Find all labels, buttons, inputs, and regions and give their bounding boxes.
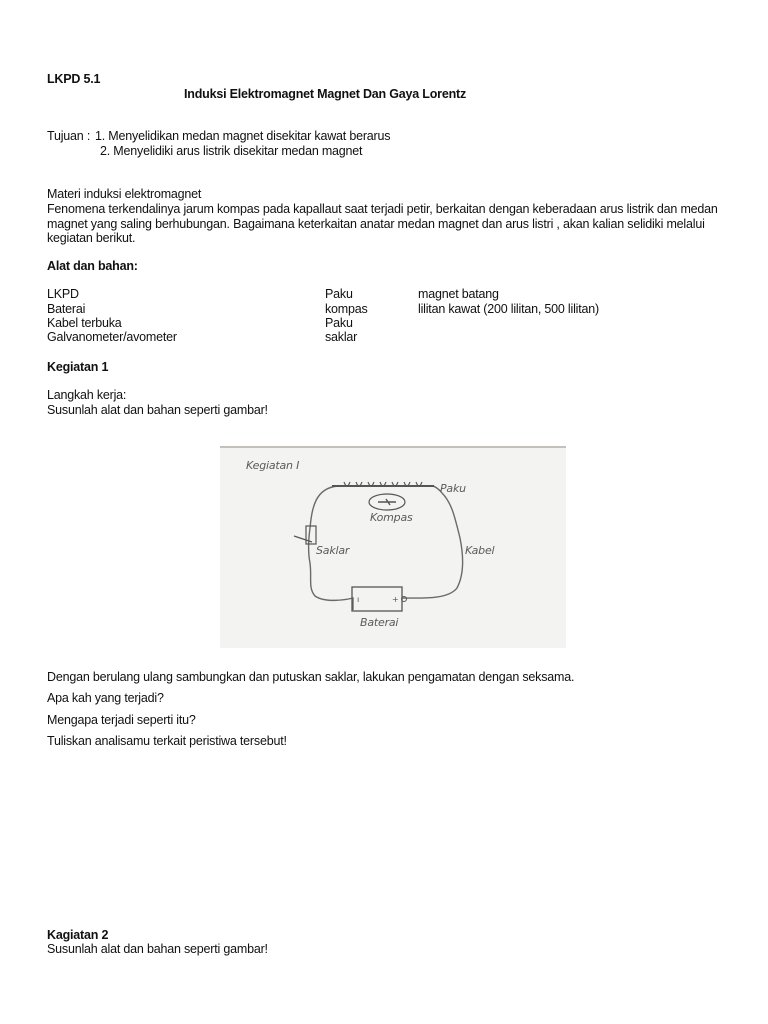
svg-text:ı: ı xyxy=(357,595,360,604)
svg-text:+: + xyxy=(392,595,399,604)
label-saklar: Saklar xyxy=(316,544,350,557)
materi-heading: Materi induksi elektromagnet xyxy=(47,187,202,201)
question-2: Apa kah yang terjadi? xyxy=(47,691,164,705)
tujuan-label: Tujuan : xyxy=(47,129,91,143)
circuit-sketch xyxy=(220,448,566,646)
question-1: Dengan berulang ulang sambungkan dan putuskan saklar, lakukan pengamatan dengan seksama. xyxy=(47,670,575,684)
figure-title: Kegiatan I xyxy=(246,459,300,472)
alat-heading: Alat dan bahan: xyxy=(47,259,138,273)
circuit-sketch-figure xyxy=(220,446,566,648)
alat-col1-item: Baterai xyxy=(47,302,86,316)
alat-col2-item: Paku xyxy=(325,287,353,301)
kegiatan1-heading: Kegiatan 1 xyxy=(47,360,109,374)
document-code: LKPD 5.1 xyxy=(47,72,101,86)
label-baterai: Baterai xyxy=(360,616,399,629)
label-kabel: Kabel xyxy=(465,544,495,557)
question-3: Mengapa terjadi seperti itu? xyxy=(47,713,196,727)
alat-col2-item: kompas xyxy=(325,302,368,316)
alat-col2-item: Paku xyxy=(325,316,353,330)
langkah-kerja-label: Langkah kerja: xyxy=(47,388,127,402)
alat-col3-item: magnet batang xyxy=(418,287,499,301)
materi-body: Fenomena terkendalinya jarum kompas pada kapallaut saat terjadi petir, berkaitan dengan keberadaan arus listrik dan medan magnet yang saling berhubungan. Bagaimana keterkaitan anatar medan magnet dan arus listri , akan kalian selidiki melalui kegiatan berikut. xyxy=(47,202,718,245)
kegiatan2-heading: Kagiatan 2 xyxy=(47,928,109,942)
kegiatan2-instruction: Susunlah alat dan bahan seperti gambar! xyxy=(47,942,268,956)
alat-col1-item: Galvanometer/avometer xyxy=(47,330,177,344)
question-4: Tuliskan analisamu terkait peristiwa tersebut! xyxy=(47,734,287,748)
tujuan-item-1: 1. Menyelidikan medan magnet disekitar kawat berarus xyxy=(95,129,391,143)
alat-col1-item: LKPD xyxy=(47,287,79,301)
document-title: Induksi Elektromagnet Magnet Dan Gaya Lorentz xyxy=(184,87,467,101)
alat-col2-item: saklar xyxy=(325,330,358,344)
alat-col1-item: Kabel terbuka xyxy=(47,316,122,330)
kegiatan1-instruction: Susunlah alat dan bahan seperti gambar! xyxy=(47,403,268,417)
label-paku: Paku xyxy=(440,482,466,495)
alat-col3-item: lilitan kawat (200 lilitan, 500 lilitan) xyxy=(418,302,599,316)
label-kompas: Kompas xyxy=(370,511,413,524)
tujuan-item-2: 2. Menyelidiki arus listrik disekitar medan magnet xyxy=(100,144,363,158)
